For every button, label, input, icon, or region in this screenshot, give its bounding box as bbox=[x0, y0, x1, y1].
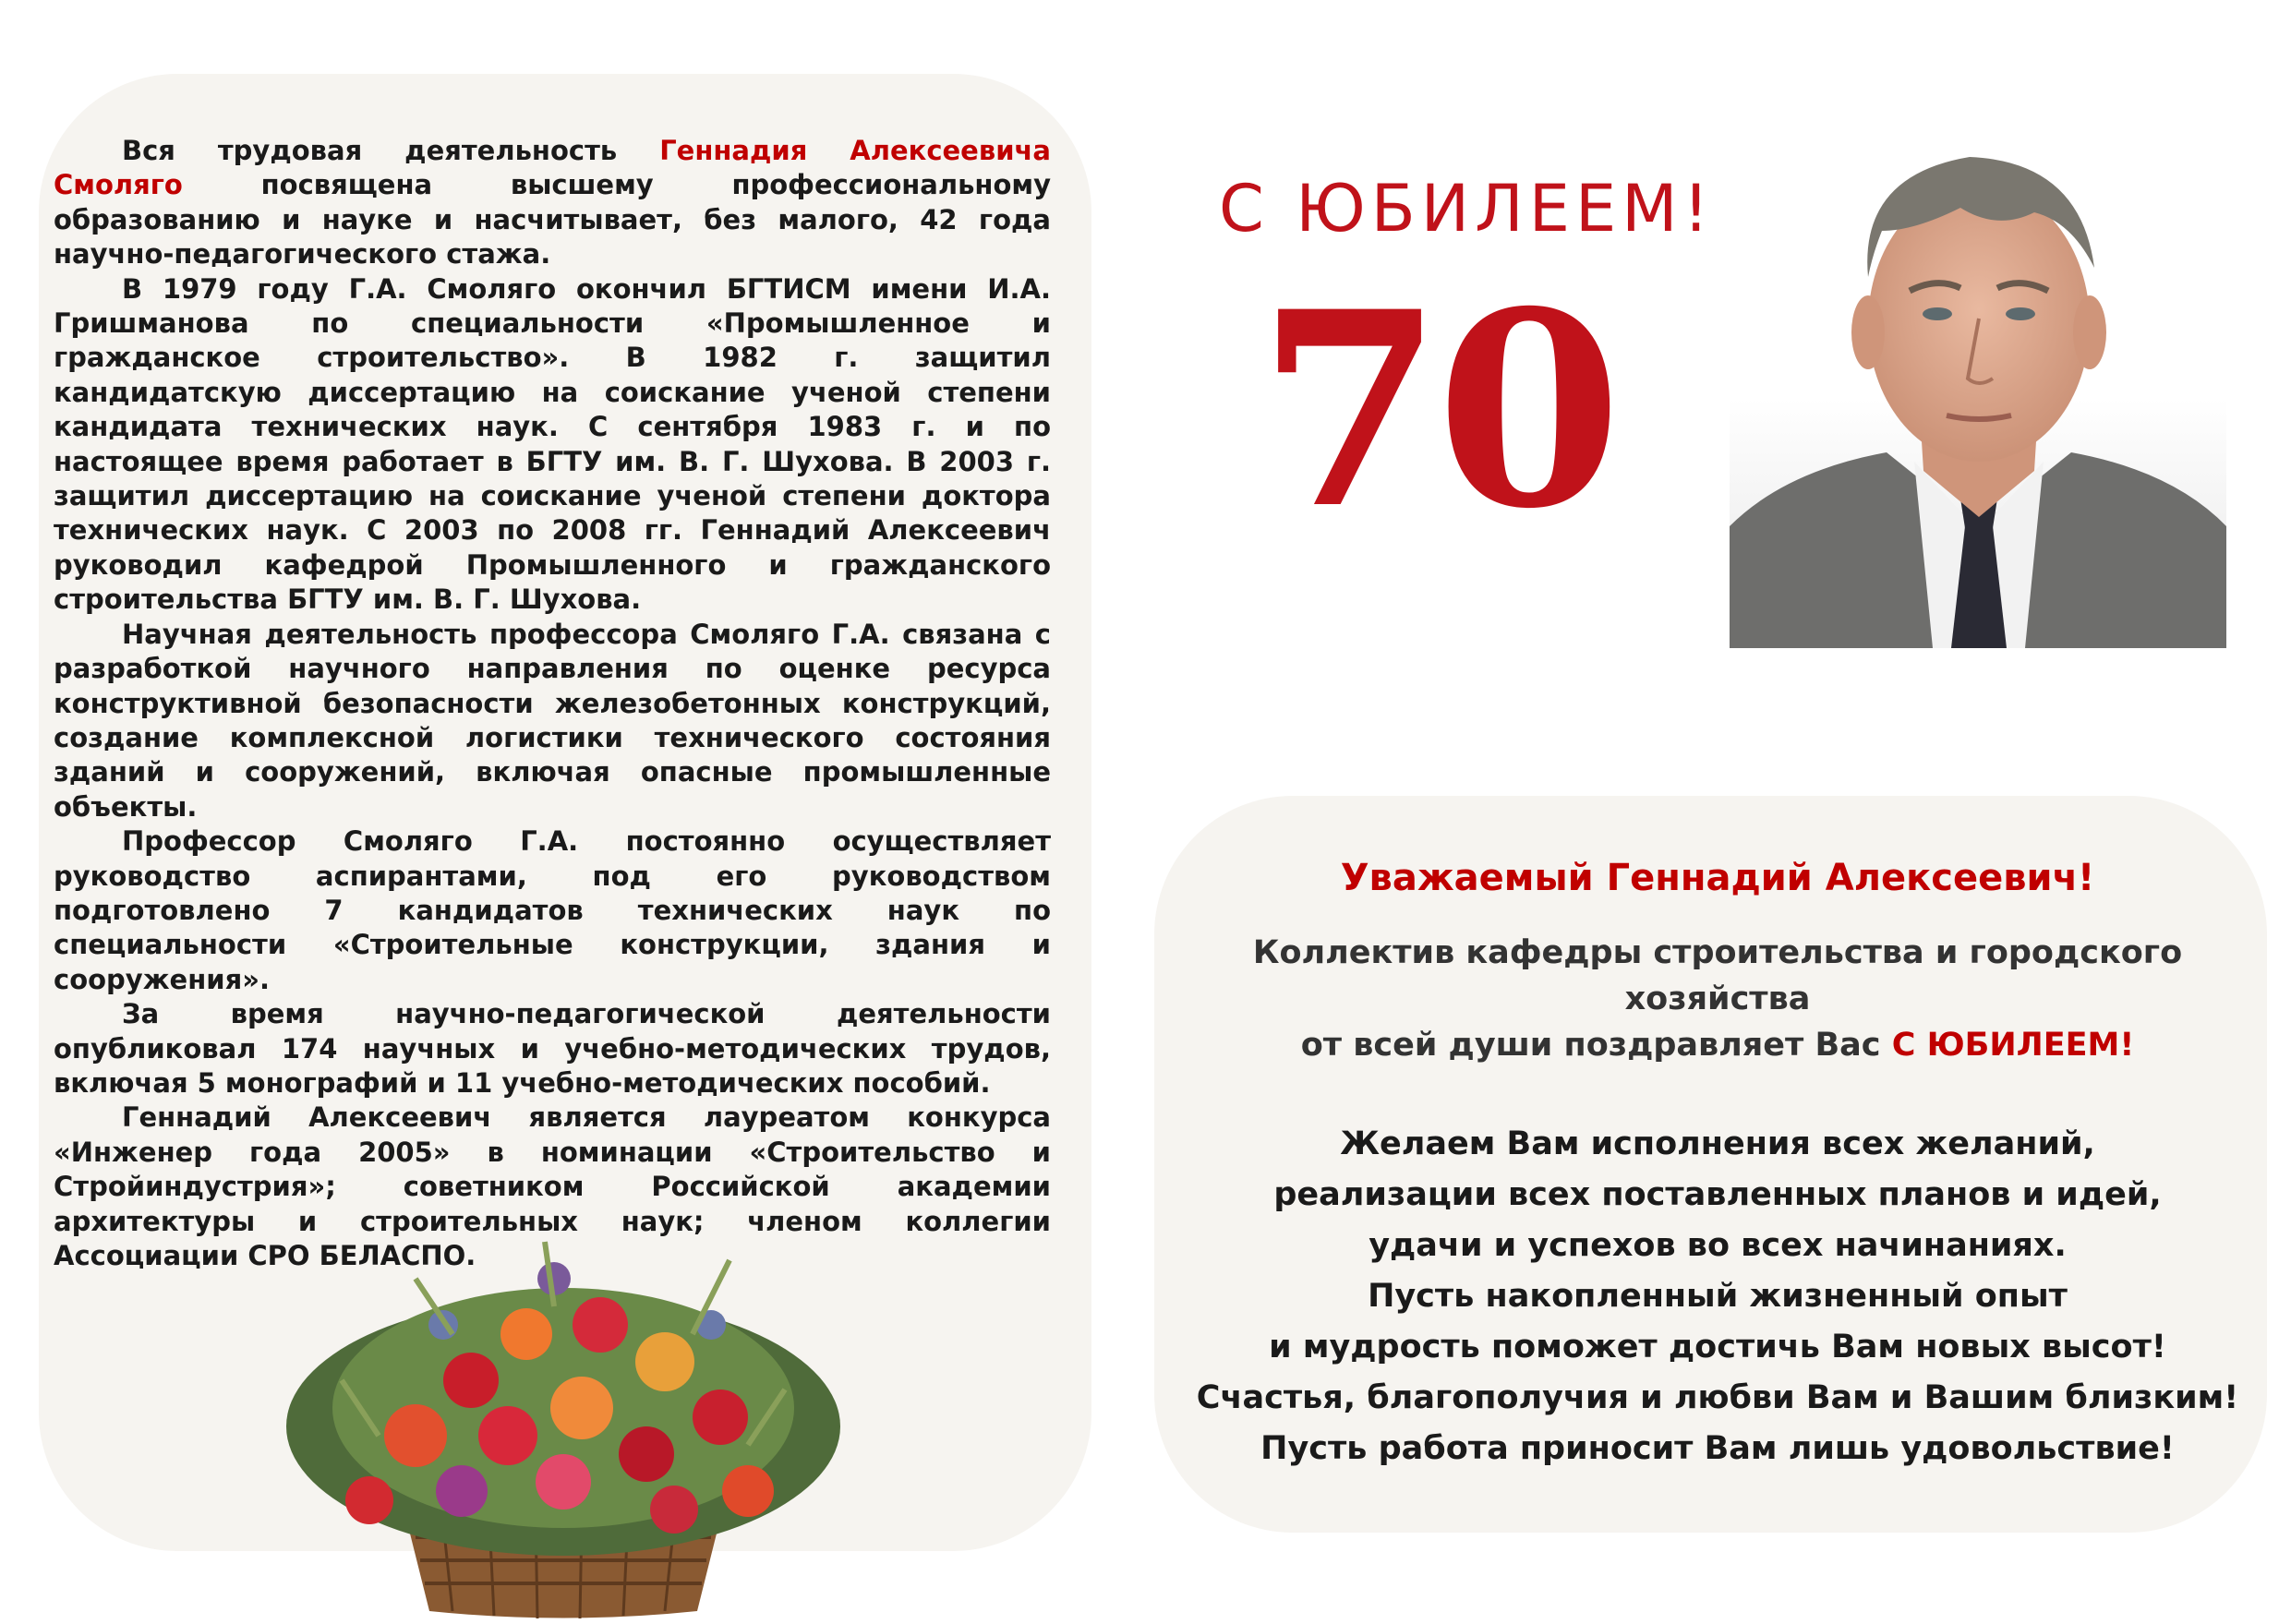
honoree-name: Геннадия Алексеевича Смоляго bbox=[54, 135, 1051, 201]
bio-paragraph-5: За время научно-педагогической деятельности опубликовал 174 научных и учебно-методических трудов, включая 5 монографий и 11 учебно-методических пособий. bbox=[54, 998, 1051, 1099]
greeting-wishes bbox=[1164, 1119, 2272, 1474]
flower-basket-image bbox=[231, 1223, 896, 1620]
greeting-jubilee-highlight: С ЮБИЛЕЕМ! bbox=[1891, 1027, 2135, 1064]
wish-line: Пусть работа приносит Вам лишь удовольствие! bbox=[1260, 1430, 2175, 1467]
wish-line: удачи и успехов во всех начинаниях. bbox=[1369, 1227, 2067, 1264]
greeting-intro bbox=[1164, 930, 2272, 1068]
portrait-photo bbox=[1730, 92, 2226, 648]
greeting-intro-line-2: от всей души поздравляет Вас С ЮБИЛЕЕМ! bbox=[1300, 1027, 2135, 1064]
flower-basket-illustration bbox=[231, 1223, 896, 1620]
wish-line: Счастья, благополучия и любви Вам и Вашим близким! bbox=[1196, 1379, 2239, 1416]
greeting-intro-line-1: Коллектив кафедры строительства и городского хозяйства bbox=[1252, 934, 2183, 1017]
wish-line: и мудрость поможет достичь Вам новых высот! bbox=[1269, 1329, 2166, 1365]
age-number: 70 bbox=[1257, 254, 1615, 568]
greeting-block bbox=[1164, 854, 2272, 1474]
bio-paragraph-4: Профессор Смоляго Г.А. постоянно осуществляет руководство аспирантами, под его руководством подготовлено 7 кандидатов технических наук по специальности «Строительные конструкции, здания и сооружения». bbox=[54, 825, 1051, 995]
wish-line: Пусть накопленный жизненный опыт bbox=[1368, 1278, 2068, 1315]
portrait-illustration bbox=[1730, 92, 2226, 648]
bio-paragraph-2: В 1979 году Г.А. Смоляго окончил БГТИСМ имени И.А. Гришманова по специальности «Промышленное и гражданское строительство». В 1982 г. защитил кандидатскую диссертацию на соискание ученой степени кандидата технических наук. С сентября 1983 г. и по настоящее время работает в БГТУ им. В. Г. Шухова. В 2003 г. защитил диссертацию на соискание ученой степени доктора технических наук. С 2003 по 2008 гг. Геннадий Алексеевич руководил кафедрой Промышленного и гражданского строительства БГТУ им. В. Г. Шухова. bbox=[54, 272, 1051, 616]
biography-text bbox=[54, 134, 1051, 1273]
wish-line: реализации всех поставленных планов и идей, bbox=[1273, 1176, 2162, 1213]
bio-paragraph-1: Вся трудовая деятельность Геннадия Алексеевича Смоляго посвящена высшему профессиональному образованию и науке и насчитывает, без малого, 42 года научно-педагогического стажа. bbox=[54, 135, 1051, 271]
greeting-title: Уважаемый Геннадий Алексеевич! bbox=[1340, 857, 2095, 899]
wish-line: Желаем Вам исполнения всех желаний, bbox=[1340, 1125, 2095, 1162]
bio-paragraph-6: Геннадий Алексеевич является лауреатом конкурса «Инженер года 2005» в номинации «Строительство и Стройиндустрия»; советником Российской академии архитектуры и строительных наук; членом коллегии Ассоциации СРО БЕЛАСПО. bbox=[54, 1101, 1051, 1271]
jubilee-heading: С ЮБИЛЕЕМ! bbox=[1219, 171, 1715, 247]
bio-paragraph-3: Научная деятельность профессора Смоляго Г.А. связана с разработкой научного направления по оценке ресурса конструктивной безопасности железобетонных конструкций, создание комплексной логистики технического состояния зданий и сооружений, включая опасные промышленные объекты. bbox=[54, 618, 1051, 823]
